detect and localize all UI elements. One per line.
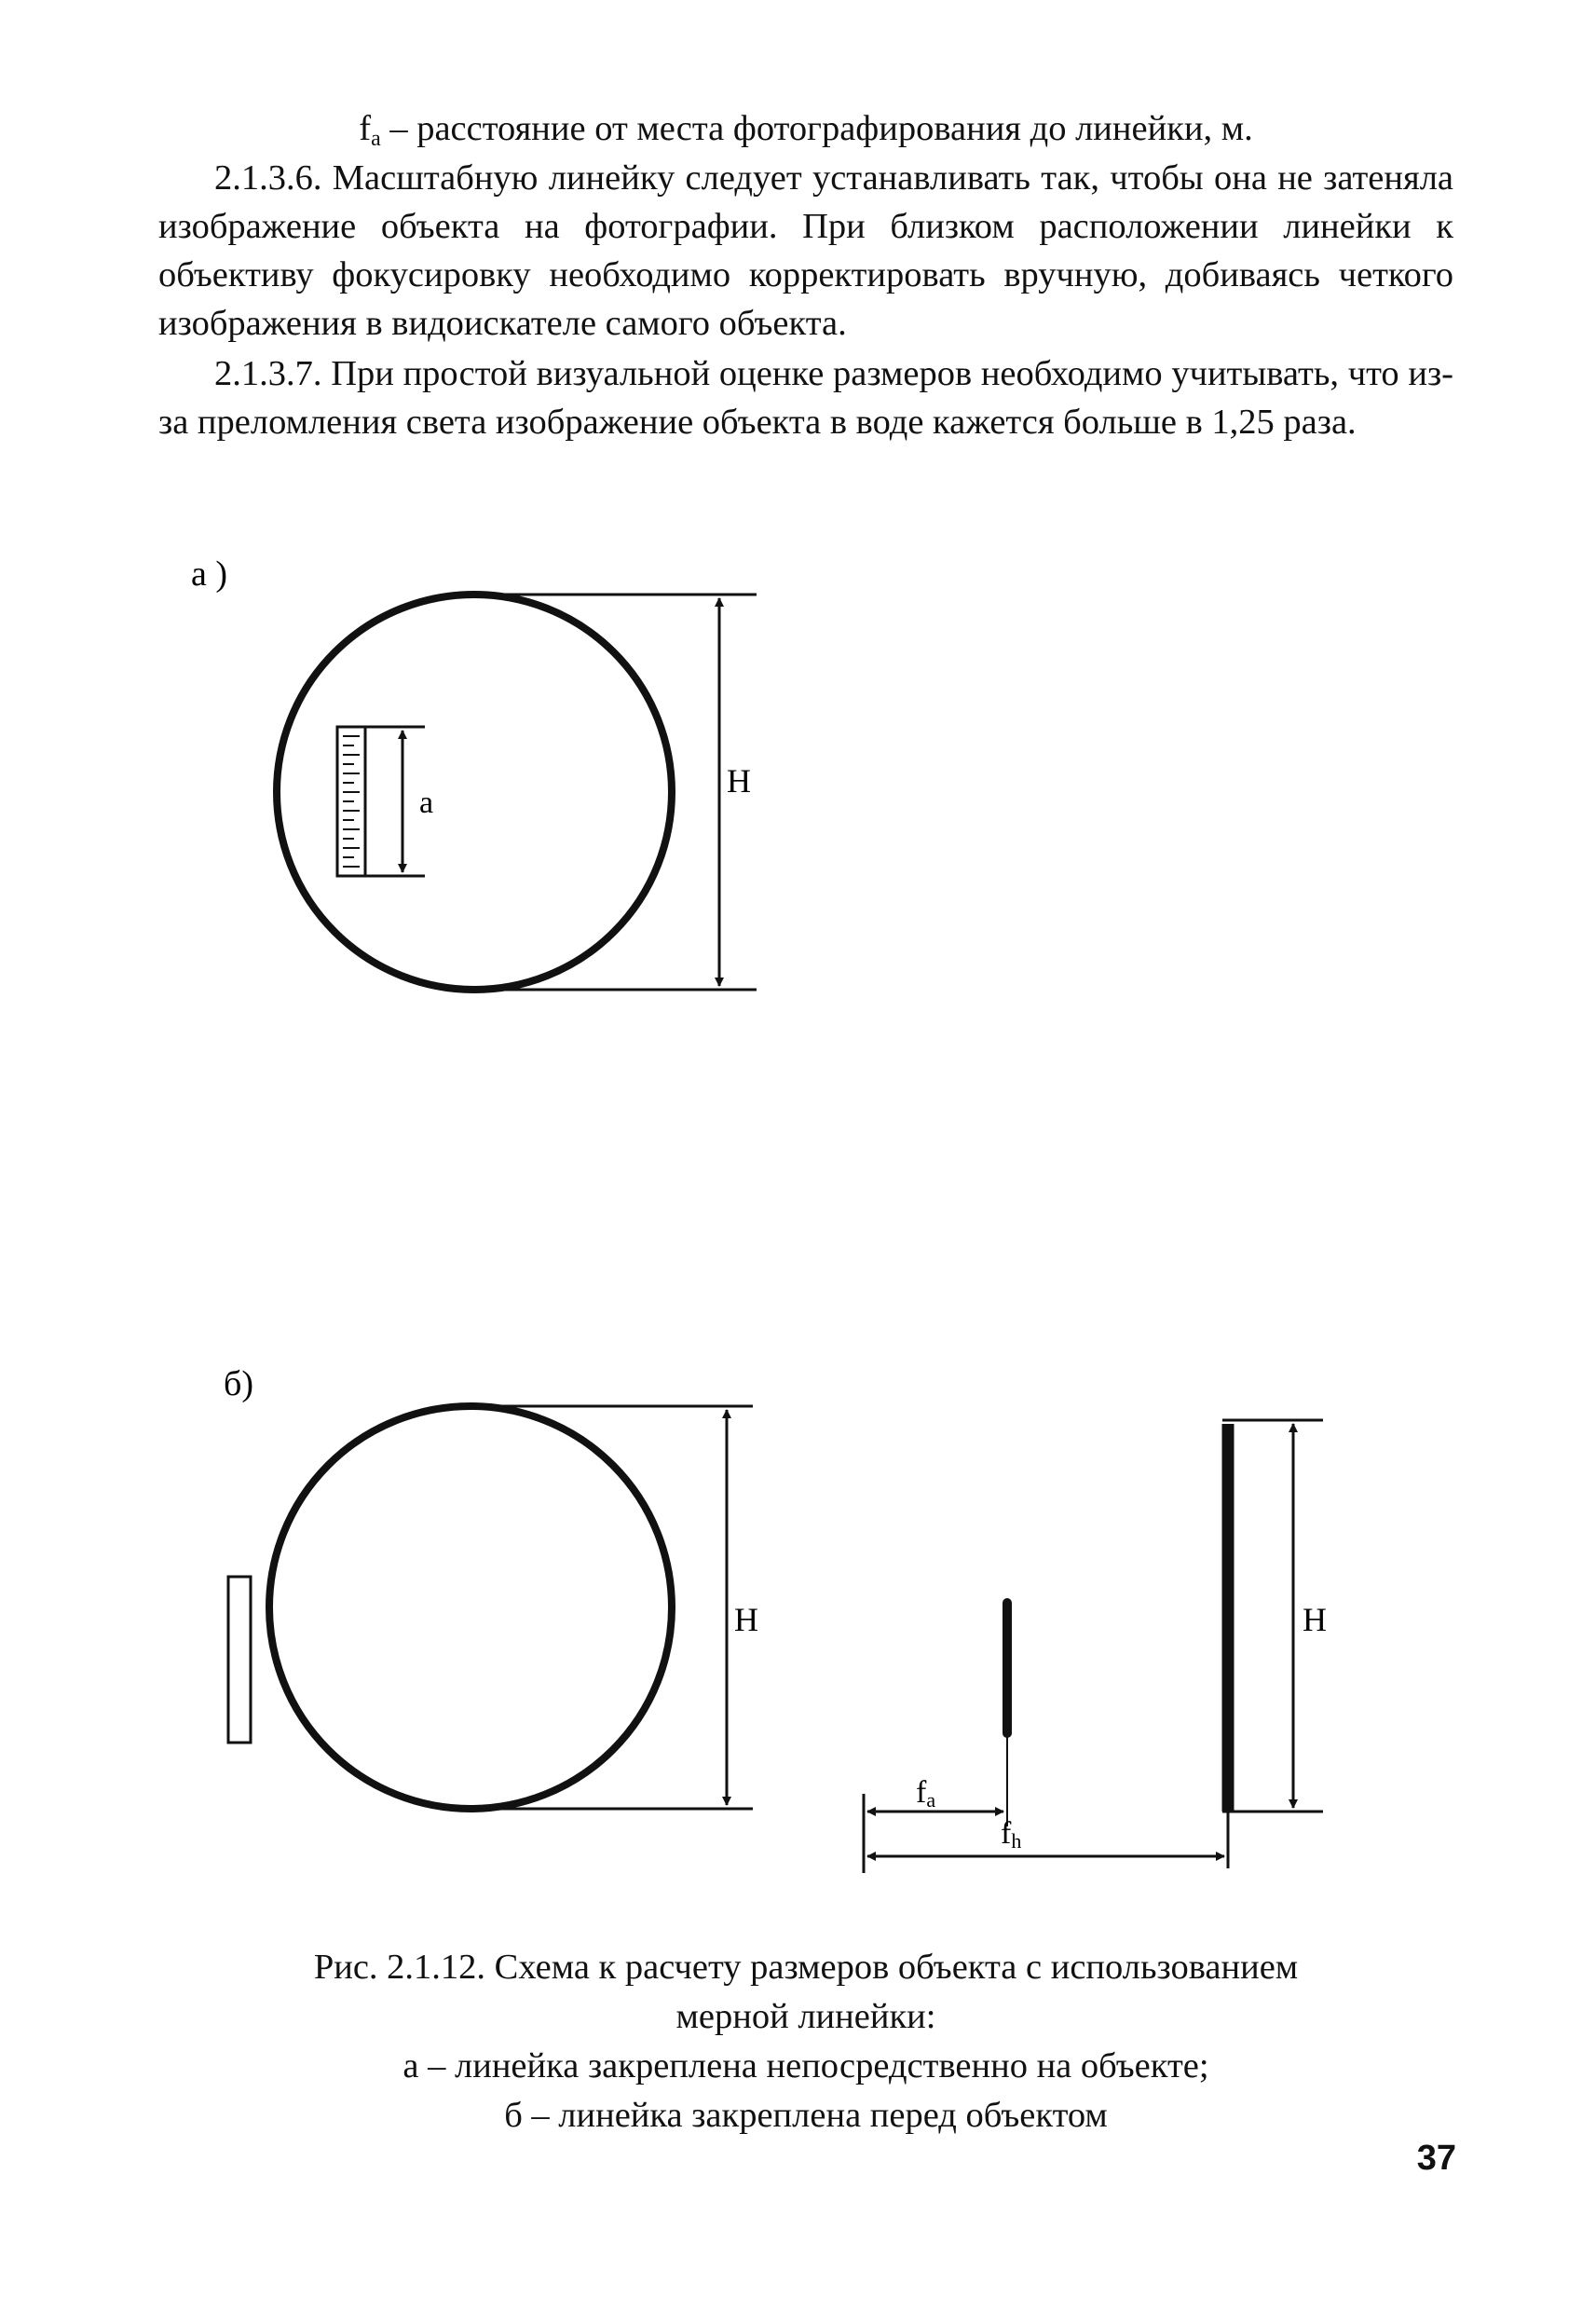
caption-line-4: б – линейка закреплена перед объектом [504, 2096, 1108, 2135]
caption-line-3: а – линейка закреплена непосредственно на объекте; [402, 2046, 1209, 2085]
figure-label-b: б) [224, 1364, 253, 1403]
definition-text: – расстояние от места фотографирования до линейки, м. [380, 109, 1253, 148]
distance-fh-label: fh [1001, 1816, 1022, 1853]
object-circle-b [269, 1406, 672, 1809]
symbol-f: f [359, 109, 372, 148]
caption-line-1: Рис. 2.1.12. Схема к расчету размеров объекта с использованием [313, 1948, 1299, 1987]
symbol-subscript-a: a [371, 127, 381, 151]
height-label-a: H [727, 762, 751, 800]
side-view-height-label: H [1303, 1601, 1327, 1638]
distance-fa-label: fa [916, 1775, 936, 1812]
figure-caption [158, 1943, 1453, 2140]
figure-label-a: а ) [191, 554, 228, 594]
height-label-b: H [734, 1601, 758, 1638]
ruler-in-front [228, 1577, 251, 1743]
paragraph-2137-text: 2.1.3.7. При простой визуальной оценке размеров необходимо учитывать, что из-за преломления света изображение объекта в воде кажется больше в 1,25 раза. [158, 354, 1453, 442]
ruler-on-object [337, 727, 365, 876]
paragraph-2136-text: 2.1.3.6. Масштабную линейку следует устанавливать так, чтобы она не затеняла изображение объекта на фотографии. При близком расположении линейки к объективу фокусировку необходимо корректировать вручную, добиваясь четкого изображения в видоискателе самого объекта. [158, 158, 1453, 343]
ruler-length-label: а [419, 786, 434, 820]
caption-line-2: мерной линейки: [675, 1997, 936, 2036]
page-number: 37 [1416, 2139, 1456, 2178]
